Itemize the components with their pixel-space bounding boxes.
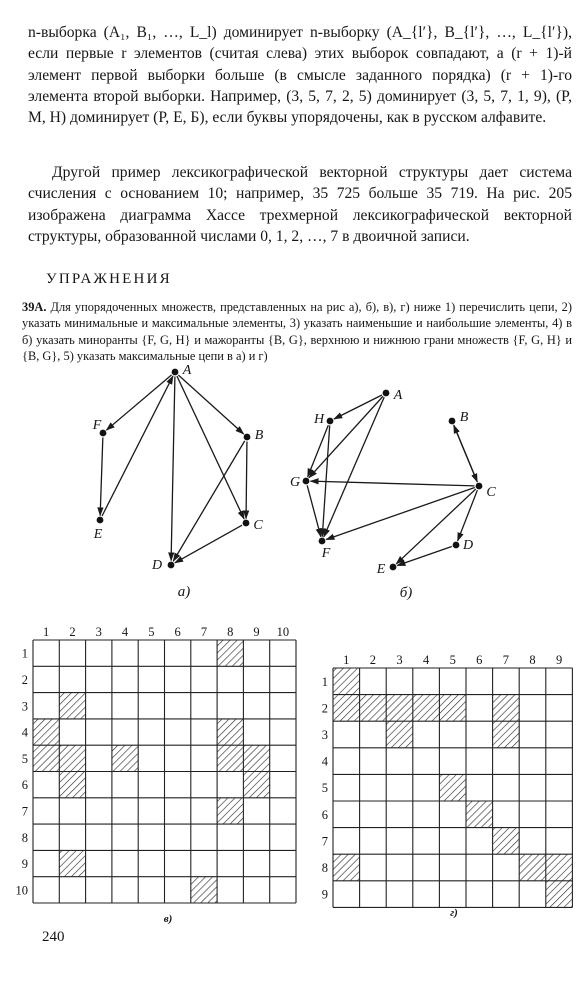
node-label-A: A <box>182 363 192 378</box>
shaded-cell-r1-c8 <box>217 640 243 666</box>
shaded-cell-r3-c3 <box>386 721 413 748</box>
row-label-1: 1 <box>21 646 28 661</box>
node-D <box>453 542 460 549</box>
shaded-cell-r9-c9 <box>546 881 573 908</box>
row-label-9: 9 <box>321 887 328 902</box>
shaded-cell-r5-c2 <box>59 745 85 771</box>
row-label-6: 6 <box>321 807 328 822</box>
col-label-7: 7 <box>200 625 208 639</box>
caption-a: а) <box>177 584 191 600</box>
edge-A-G <box>309 396 383 477</box>
node-label-B: B <box>459 410 469 425</box>
grid-g <box>322 653 573 919</box>
shaded-cell-r5-c4 <box>112 745 138 771</box>
col-label-4: 4 <box>121 625 129 639</box>
edge-E-A <box>102 376 173 516</box>
node-A <box>172 369 179 376</box>
node-label-D: D <box>462 538 474 553</box>
col-label-4: 4 <box>422 653 430 667</box>
row-label-9: 9 <box>21 857 28 872</box>
shaded-cell-r6-c9 <box>243 772 269 798</box>
grid-v <box>16 625 297 925</box>
node-label-C: C <box>486 485 496 500</box>
shaded-cell-r2-c5 <box>439 695 466 722</box>
col-label-1: 1 <box>43 625 50 639</box>
shaded-cell-r5-c5 <box>439 774 466 801</box>
edge-A-F <box>106 375 171 430</box>
row-label-7: 7 <box>21 804 28 819</box>
row-label-2: 2 <box>21 672 28 687</box>
edge-C-D <box>175 525 242 563</box>
col-label-6: 6 <box>476 653 483 667</box>
shaded-cell-r4-c8 <box>217 719 243 745</box>
edge-C-F <box>326 487 475 539</box>
paragraph-1: n-выборка (A₁, B₁, …, L_l) доминирует n-выборку (A_{l′}, B_{l′}, …, L_{l′}), если первые r элементов (считая слева) этих выборок совпадают, а (r + 1)-й элемент первой выборки больше (в смысле заданного порядка) (r + 1)-го элемента второй выборки. Например, (3, 5, 7, 2, 5) доминирует (3, 5, 7, 1, 9), (P, M, H) доминирует (P, E, Б), если буквы упорядочены, как в русском алфавите. <box>28 24 572 127</box>
edge-C-D <box>458 490 478 541</box>
edge-G-F <box>307 485 321 536</box>
page-number: 240 <box>42 929 65 945</box>
shaded-cell-r8-c9 <box>546 854 573 881</box>
node-A <box>383 390 390 397</box>
diagram-b <box>290 388 496 601</box>
node-H <box>327 418 334 425</box>
col-label-7: 7 <box>502 653 510 667</box>
node-label-G: G <box>289 475 301 490</box>
row-label-5: 5 <box>21 751 28 766</box>
node-C <box>476 483 483 490</box>
paragraph-2: Другой пример лексикографической векторной структуры дает система счисления с основанием 10; например, 35 725 больше 35 719. На рис. 205 изображена диаграмма Хассе трехмерной лексикографической векторной структуры, образованной числами 0, 1, 2, …, 7 в двоичной записи. <box>28 164 572 245</box>
diagram-a <box>92 363 264 600</box>
shaded-cell-r8-c1 <box>333 854 360 881</box>
shaded-cell-r6-c6 <box>466 801 493 828</box>
col-label-2: 2 <box>69 625 76 639</box>
node-E <box>390 564 397 571</box>
col-label-8: 8 <box>529 653 536 667</box>
col-label-3: 3 <box>396 653 403 667</box>
shaded-cell-r10-c7 <box>191 877 217 903</box>
row-label-2: 2 <box>321 701 328 716</box>
edge-C-B <box>454 425 478 482</box>
node-label-B: B <box>254 428 264 443</box>
edge-A-F <box>324 397 384 537</box>
edge-B-C <box>246 441 247 518</box>
edge-A-H <box>334 395 382 419</box>
node-label-F: F <box>321 546 331 561</box>
shaded-cell-r5-c1 <box>33 745 59 771</box>
shaded-cell-r2-c2 <box>360 695 387 722</box>
col-label-9: 9 <box>253 625 260 639</box>
col-label-5: 5 <box>449 653 456 667</box>
node-D <box>168 562 175 569</box>
edge-C-G <box>310 481 474 486</box>
shaded-cell-r2-c7 <box>493 695 520 722</box>
row-label-4: 4 <box>321 754 328 769</box>
shaded-cell-r2-c1 <box>333 695 360 722</box>
shaded-cell-r3-c2 <box>59 693 85 719</box>
edge-A-B <box>178 375 243 434</box>
col-label-9: 9 <box>555 653 563 667</box>
row-label-8: 8 <box>21 830 28 845</box>
shaded-cell-r2-c4 <box>413 695 440 722</box>
edge-H-G <box>308 425 329 477</box>
row-label-1: 1 <box>321 674 328 689</box>
shaded-cell-r8-c8 <box>519 854 546 881</box>
node-F <box>319 538 326 545</box>
section-heading: УПРАЖНЕНИЯ <box>46 271 172 287</box>
row-label-6: 6 <box>21 778 28 793</box>
node-label-E: E <box>93 527 103 542</box>
node-label-A: A <box>393 388 403 403</box>
node-label-H: H <box>313 412 325 427</box>
col-label-6: 6 <box>174 625 181 639</box>
shaded-cell-r5-c9 <box>243 745 269 771</box>
node-E <box>97 517 104 524</box>
shaded-cell-r7-c7 <box>493 828 520 855</box>
node-B <box>449 418 456 425</box>
shaded-cell-r5-c8 <box>217 745 243 771</box>
shaded-cell-r4-c1 <box>33 719 59 745</box>
row-label-10: 10 <box>15 883 28 898</box>
shaded-cell-r7-c8 <box>217 798 243 824</box>
grid-caption: г) <box>450 907 458 919</box>
row-label-5: 5 <box>321 781 328 796</box>
node-label-C: C <box>253 518 263 533</box>
col-label-1: 1 <box>343 653 350 667</box>
caption-b: б) <box>399 585 413 601</box>
col-label-2: 2 <box>369 653 377 667</box>
exercise-text: Для упорядоченных множеств, представленных на рис а), б), в), г) ниже 1) перечислить цепи, 2) указать минимальные и максимальные элементы, 3) указать наименьшие и наибольшие элементы, 4) в б) указать миноранты {F, G, H} и мажоранты {B, G}, верхнюю и нижнюю грани множеств {F, G, H} и {B, G}, 5) указать максимальные цепи в а) и г) <box>22 300 572 363</box>
grid-caption: в) <box>163 913 173 925</box>
col-label-3: 3 <box>95 625 102 639</box>
row-label-4: 4 <box>21 725 28 740</box>
col-label-10: 10 <box>276 625 290 639</box>
edge-A-D <box>171 376 175 560</box>
row-label-3: 3 <box>21 699 28 714</box>
shaded-cell-r2-c3 <box>386 695 413 722</box>
node-B <box>244 434 251 441</box>
row-label-3: 3 <box>321 728 328 742</box>
shaded-cell-r3-c7 <box>493 721 520 748</box>
shaded-cell-r6-c2 <box>59 772 85 798</box>
col-label-5: 5 <box>148 625 155 639</box>
node-G <box>303 478 310 485</box>
col-label-8: 8 <box>227 625 234 639</box>
shaded-cell-r9-c2 <box>59 850 85 876</box>
row-label-7: 7 <box>321 834 328 849</box>
exercise-number: 39А. <box>22 300 47 314</box>
node-label-E: E <box>376 562 386 577</box>
node-label-F: F <box>92 418 102 433</box>
shaded-cell-r1-c1 <box>333 668 360 695</box>
row-label-8: 8 <box>321 861 328 875</box>
node-C <box>243 520 250 527</box>
edge-F-E <box>100 437 103 515</box>
node-label-D: D <box>151 558 163 573</box>
